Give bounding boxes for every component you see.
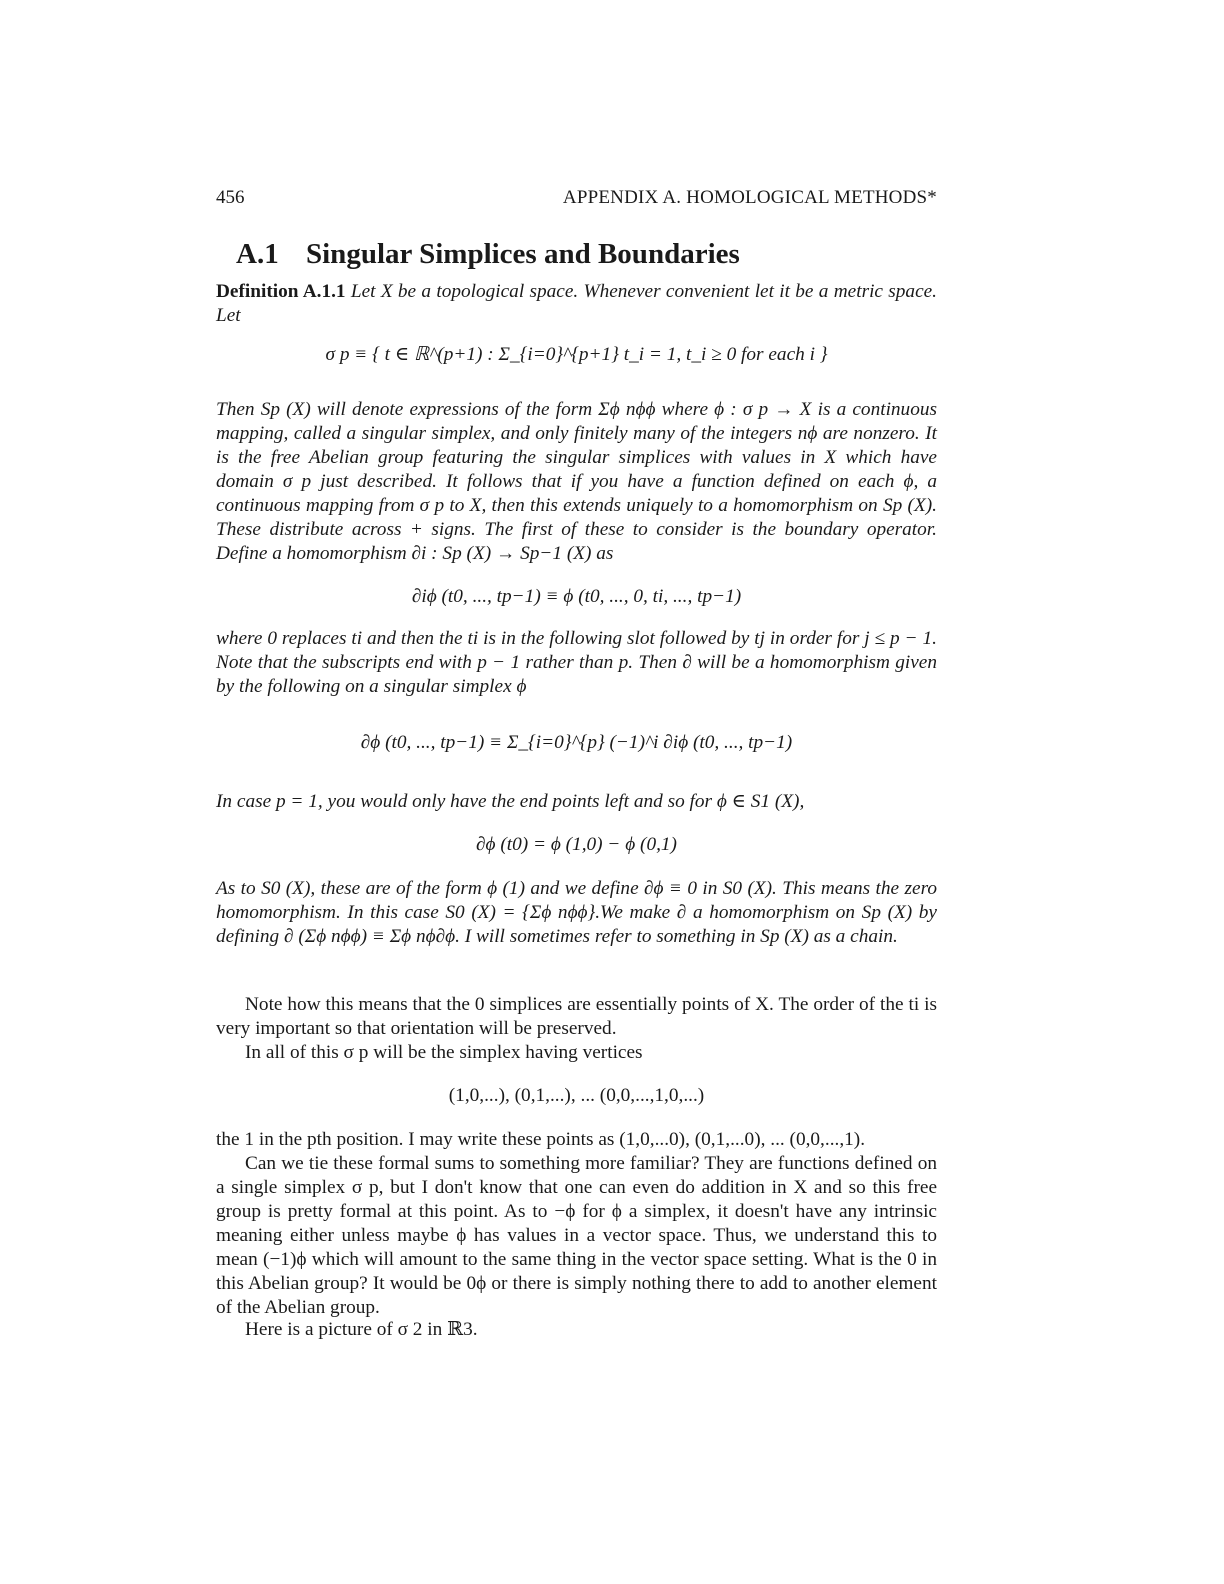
equation-simplex: σ p ≡ { t ∈ ℝ^(p+1) : Σ_{i=0}^{p+1} t_i = 1, t_i ≥ 0 for each i } [325,344,828,365]
paragraph-note-points: Note how this means that the 0 simplices are essentially points of X. The order of the ti is very important so that orientation will be preserved. [216,994,937,1039]
equation-boundary: ∂ϕ (t0, ..., tp−1) ≡ Σ_{i=0}^{p} (−1)^i ∂iϕ (t0, ..., tp−1) [360,732,793,753]
paragraph-formal-sums: Can we tie these formal sums to something more familiar? They are functions defined on a single simplex σ p, but I don't know that one can even do addition in X and so this free group is pretty formal at this point. As to −ϕ for ϕ a simplex, it doesn't have any intrinsic meaning either unless maybe ϕ has values in a vector space. Thus, we understand this to mean (−1)ϕ which will amount to the same thing in the vector space setting. What is the 0 in this Abelian group? It would be 0ϕ or there is simply nothing there to add to another element of the Abelian group. [216,1153,937,1318]
definition-body: Then Sp (X) will denote expressions of the form Σϕ nϕϕ where ϕ : σ p → X is a continuous mapping, called a singular simplex, and only finitely many of the integers nϕ are nonzero. It is the free Abelian group featuring the singular simplices with values in X which have domain σ p just described. It follows that if you have a function defined on each ϕ, a continuous mapping from σ p to X, then this extends uniquely to a homomorphism on Sp (X). These distribute across + signs. The first of these to consider is the boundary operator. Define a homomorphism ∂i : Sp (X) → Sp−1 (X) as [216,399,937,564]
definition-intro-text: Let X be a topological space. Whenever convenient let it be a metric space. Let [216,281,938,326]
page-number: 456 [216,187,245,208]
running-head: APPENDIX A. HOMOLOGICAL METHODS* [562,187,937,208]
equation-case-one: ∂ϕ (t0) = ϕ (1,0) − ϕ (0,1) [476,834,677,855]
paragraph-case-intro: In case p = 1, you would only have the end points left and so for ϕ ∈ S1 (X), [216,791,805,812]
paragraph-picture: Here is a picture of σ 2 in ℝ3. [245,1319,478,1340]
section-heading [236,236,740,272]
page-header [216,184,937,212]
equation-vertices: (1,0,...), (0,1,...), ... (0,0,...,1,0,...) [448,1085,705,1106]
definition-intro [216,280,937,328]
paragraph-after-face: where 0 replaces ti and then the ti is in the following slot followed by tj in order for j ≤ p − 1. Note that the subscripts end with p − 1 rather than p. Then ∂ will be a homomorphism given by the following on a singular simplex ϕ [216,628,937,697]
section-number: A.1 [236,238,279,270]
equation-face-map: ∂iϕ (t0, ..., tp−1) ≡ ϕ (t0, ..., 0, ti, ..., tp−1) [411,586,742,607]
definition-label: Definition A.1.1 [216,281,346,302]
paragraph-s0: As to S0 (X), these are of the form ϕ (1) and we define ∂ϕ ≡ 0 in S0 (X). This means the zero homomorphism. In this case S0 (X) = {Σϕ nϕϕ}.We make ∂ a homomorphism on Sp (X) by defining ∂ (Σϕ nϕϕ) ≡ Σϕ nϕ∂ϕ. I will sometimes refer to something in Sp (X) as a chain. [216,878,937,947]
section-title: Singular Simplices and Boundaries [306,238,740,270]
paragraph-all-of-this: In all of this σ p will be the simplex having vertices [245,1042,643,1063]
paragraph-pth-position: the 1 in the pth position. I may write these points as (1,0,...0), (0,1,...0), ... (0,0,...,1). [216,1129,866,1150]
